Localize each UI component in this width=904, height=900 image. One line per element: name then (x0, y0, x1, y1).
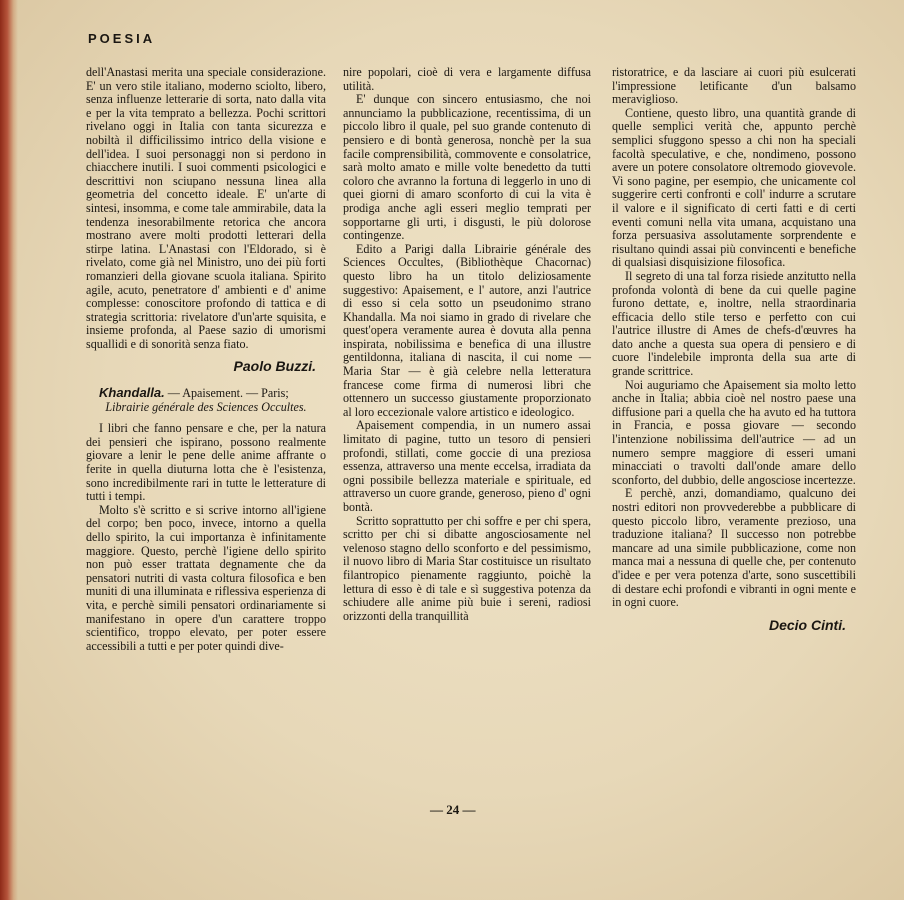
column-3 (612, 66, 856, 644)
paragraph: ristoratrice, e da lasciare ai cuori più esulcerati l'impressione letificante d'un balsamo meraviglioso. (612, 65, 856, 107)
signature: Decio Cinti. (768, 616, 846, 633)
paragraph: Scritto soprattutto per chi soffre e per chi spera, scritto per chi si dibatte angosciosamente nel velenoso stagno dello sconforto e del pessimismo, il nuovo libro di Maria Star costituisce un risultato filantropico pienamente raggiunto, poichè la lettura di esso è di tale e sì suggestiva potenza da schiudere alle anime più buie i sereni, radiosi orizzonti della tranquillità (343, 513, 591, 623)
signature: Paolo Buzzi. (233, 358, 316, 375)
paragraph: Apaisement compendia, in un numero assai limitato di pagine, tutto un tesoro di pensieri profondi, stillati, come goccie di una preziosa essenza, attraverso una mente eccelsa, irradiata da ogni possibile bellezza materiale e spirituale, ed attraverso un cuore grande, generoso, pieno d' ogni bontà. (343, 418, 591, 514)
review-heading (86, 386, 326, 401)
column-1 (86, 66, 326, 653)
review-publisher: Librairie générale des Sciences Occultes. (105, 399, 307, 414)
column-2 (343, 66, 591, 623)
paragraph: Il segreto di una tal forza risiede anzitutto nella profonda volontà di bene da cui quelle pagine furono dettate, e, inoltre, nella straordinaria efficacia dello stile terso e perfetto con cui l'autrice illustre di Ames de chefs-d'œuvres ha dato anche a questa sua opera di pensiero e di cuore l'indelebile impronta della sua arte di grande scrittrice. (612, 268, 856, 379)
paragraph: Edito a Parigi dalla Librairie générale des Sciences Occultes, (Bibliothèque Chacornac) questo libro ha un titolo deliziosamente suggestivo: Apaisement, e l' autore, anzi l'autrice di esso si cela sotto un pseudonimo strano Khandalla. Ma noi siamo in grado di rivelare che quest'opera veramente aurea è dovuta alla penna inspirata, nobilissima e benefica di una illustre gentildonna, italiana di nascita, il cui nome — Maria Star — è già celebre nella letteratura francese come firma di numerosi libri che ottennero un successo giustamente proporzionato al loro eccezionale valore artistico e ideologico. (343, 241, 591, 419)
paragraph: I libri che fanno pensare e che, per la natura dei pensieri che ispirano, possono realmente giovare a lenir le pene delle anime affrante o ferite in quella diuturna lotta che è l'esistenza, sono incredibilmente rari in tutte le letterature di tutti i tempi. (86, 421, 326, 504)
paragraph: E' dunque con sincero entusiasmo, che noi annunciamo la pubblicazione, recentissima, di un piccolo libro il quale, pel suo grande contenuto di pensiero e di bontà generosa, nonchè per la sua facile comprensibilità, commovente e consolatrice, sarà molto amato e mille volte benedetto da tutti coloro che avranno la fortuna di leggerlo in uno di quei giorni di amaro sconforto di cui la vita è prodiga anche agli esseri meglio temprati per sopportarne gli urti, i disgusti, le più dolorose contingenze. (343, 92, 591, 243)
paragraph: Contiene, questo libro, una quantità grande di quelle semplici verità che, appunto perchè semplici sfuggono spesso a chi non ha speciali facoltà speculative, e che, nondimeno, possono avere un potere consolatore oltremodo giovevole. Vi sono pagine, per esempio, che unicamente col suggerire certi confronti e coll' indurre a scrutare il valore e il significato di certi fatti e di certi eventi comuni nella vita umana, acquistano una forza persuasiva assolutamente sorprendente e risultano quindi assai più convincenti e benefiche di qualsiasi disquisizione filosofica. (612, 105, 856, 270)
paragraph: dell'Anastasi merita una speciale considerazione. E' un vero stile italiano, moderno sciolto, libero, senza influenze letterarie di sorta, nato dalla vita e per la vita temprato a bellezza. Pochi scrittori rivelano oggi in Italia con tanta sicurezza e nobiltà il difficilissimo intrico della visione e dell'idea. I suoi personaggi non si perdono in chiacchere inutili. I suoi commenti psicologici e descrittivi non sciupano nessuna linea alla geometria del concetto ideale. E' un'arte di sintesi, insomma, e come tale ammirabile, data la tendenza inesorabilmente retorica che ancora mostrano avere molti prodotti letterari della stirpe latina. L'Anastasi con l'Eldorado, si è rivelato, come già nel Ministro, uno dei più forti romanzieri della giovane scuola italiana. Spirito agile, acuto, penetratore d' ambienti e d' anime complesse: conoscitore profondo di tattica e di strategia scrittoria: rivelatore d'un'arte squisita, e insieme profonda, al Paese sazio di umorismi squallidi e di sonorità senza fiato. (86, 65, 326, 351)
paragraph: nire popolari, cioè di vera e largamente diffusa utilità. (343, 65, 591, 93)
review-title: Khandalla. (99, 385, 165, 401)
page-edge-border (0, 0, 18, 900)
paragraph: Noi auguriamo che Apaisement sia molto letto anche in Italia; abbia cioè nel nostro paese una diffusione pari a quella che ha avuto ed ha tuttora in Francia, e possa giovare — secondo l'intenzione nobilissima dell'autrice — ad un numero sempre maggiore di esseri umani minacciati o travolti dall'onde amare dello sconforto, del dubbio, delle angosciose incertezze. (612, 377, 856, 487)
page-number: — 24 — (430, 802, 476, 817)
section-title: POESIA (88, 31, 156, 46)
paragraph: E perchè, anzi, domandiamo, qualcuno dei nostri editori non provvederebbe a pubblicare di questo piccolo libro, veramente prezioso, una traduzione italiana? Il successo non potrebbe mancare ad una simile pubblicazione, come non manca mai a nessuna di quelle che, per contenuto d'idee e per vera potenza d'arte, sono suscettibili di destare echi profondi e vibranti in ogni mente e in ogni cuore. (612, 486, 856, 610)
paragraph: Molto s'è scritto e si scrive intorno all'igiene del corpo; ben poco, invece, intorno a quella dello spirito, la cui importanza è infinitamente maggiore. Questo, perchè l'igiene dello spirito non può esser trattata degnamente che da pensatori nutriti di vasta coltura filosofica e ben muniti di una illuminata e riflessiva esperienza di vita, e perchè simili pensatori ordinariamente si manifestano in opere d'un carattere troppo scientifico, troppo elevato, per poter essere accessibili a tutti e per poter quindi dive- (86, 502, 326, 653)
review-subtitle: — Apaisement. — Paris; (164, 386, 289, 401)
